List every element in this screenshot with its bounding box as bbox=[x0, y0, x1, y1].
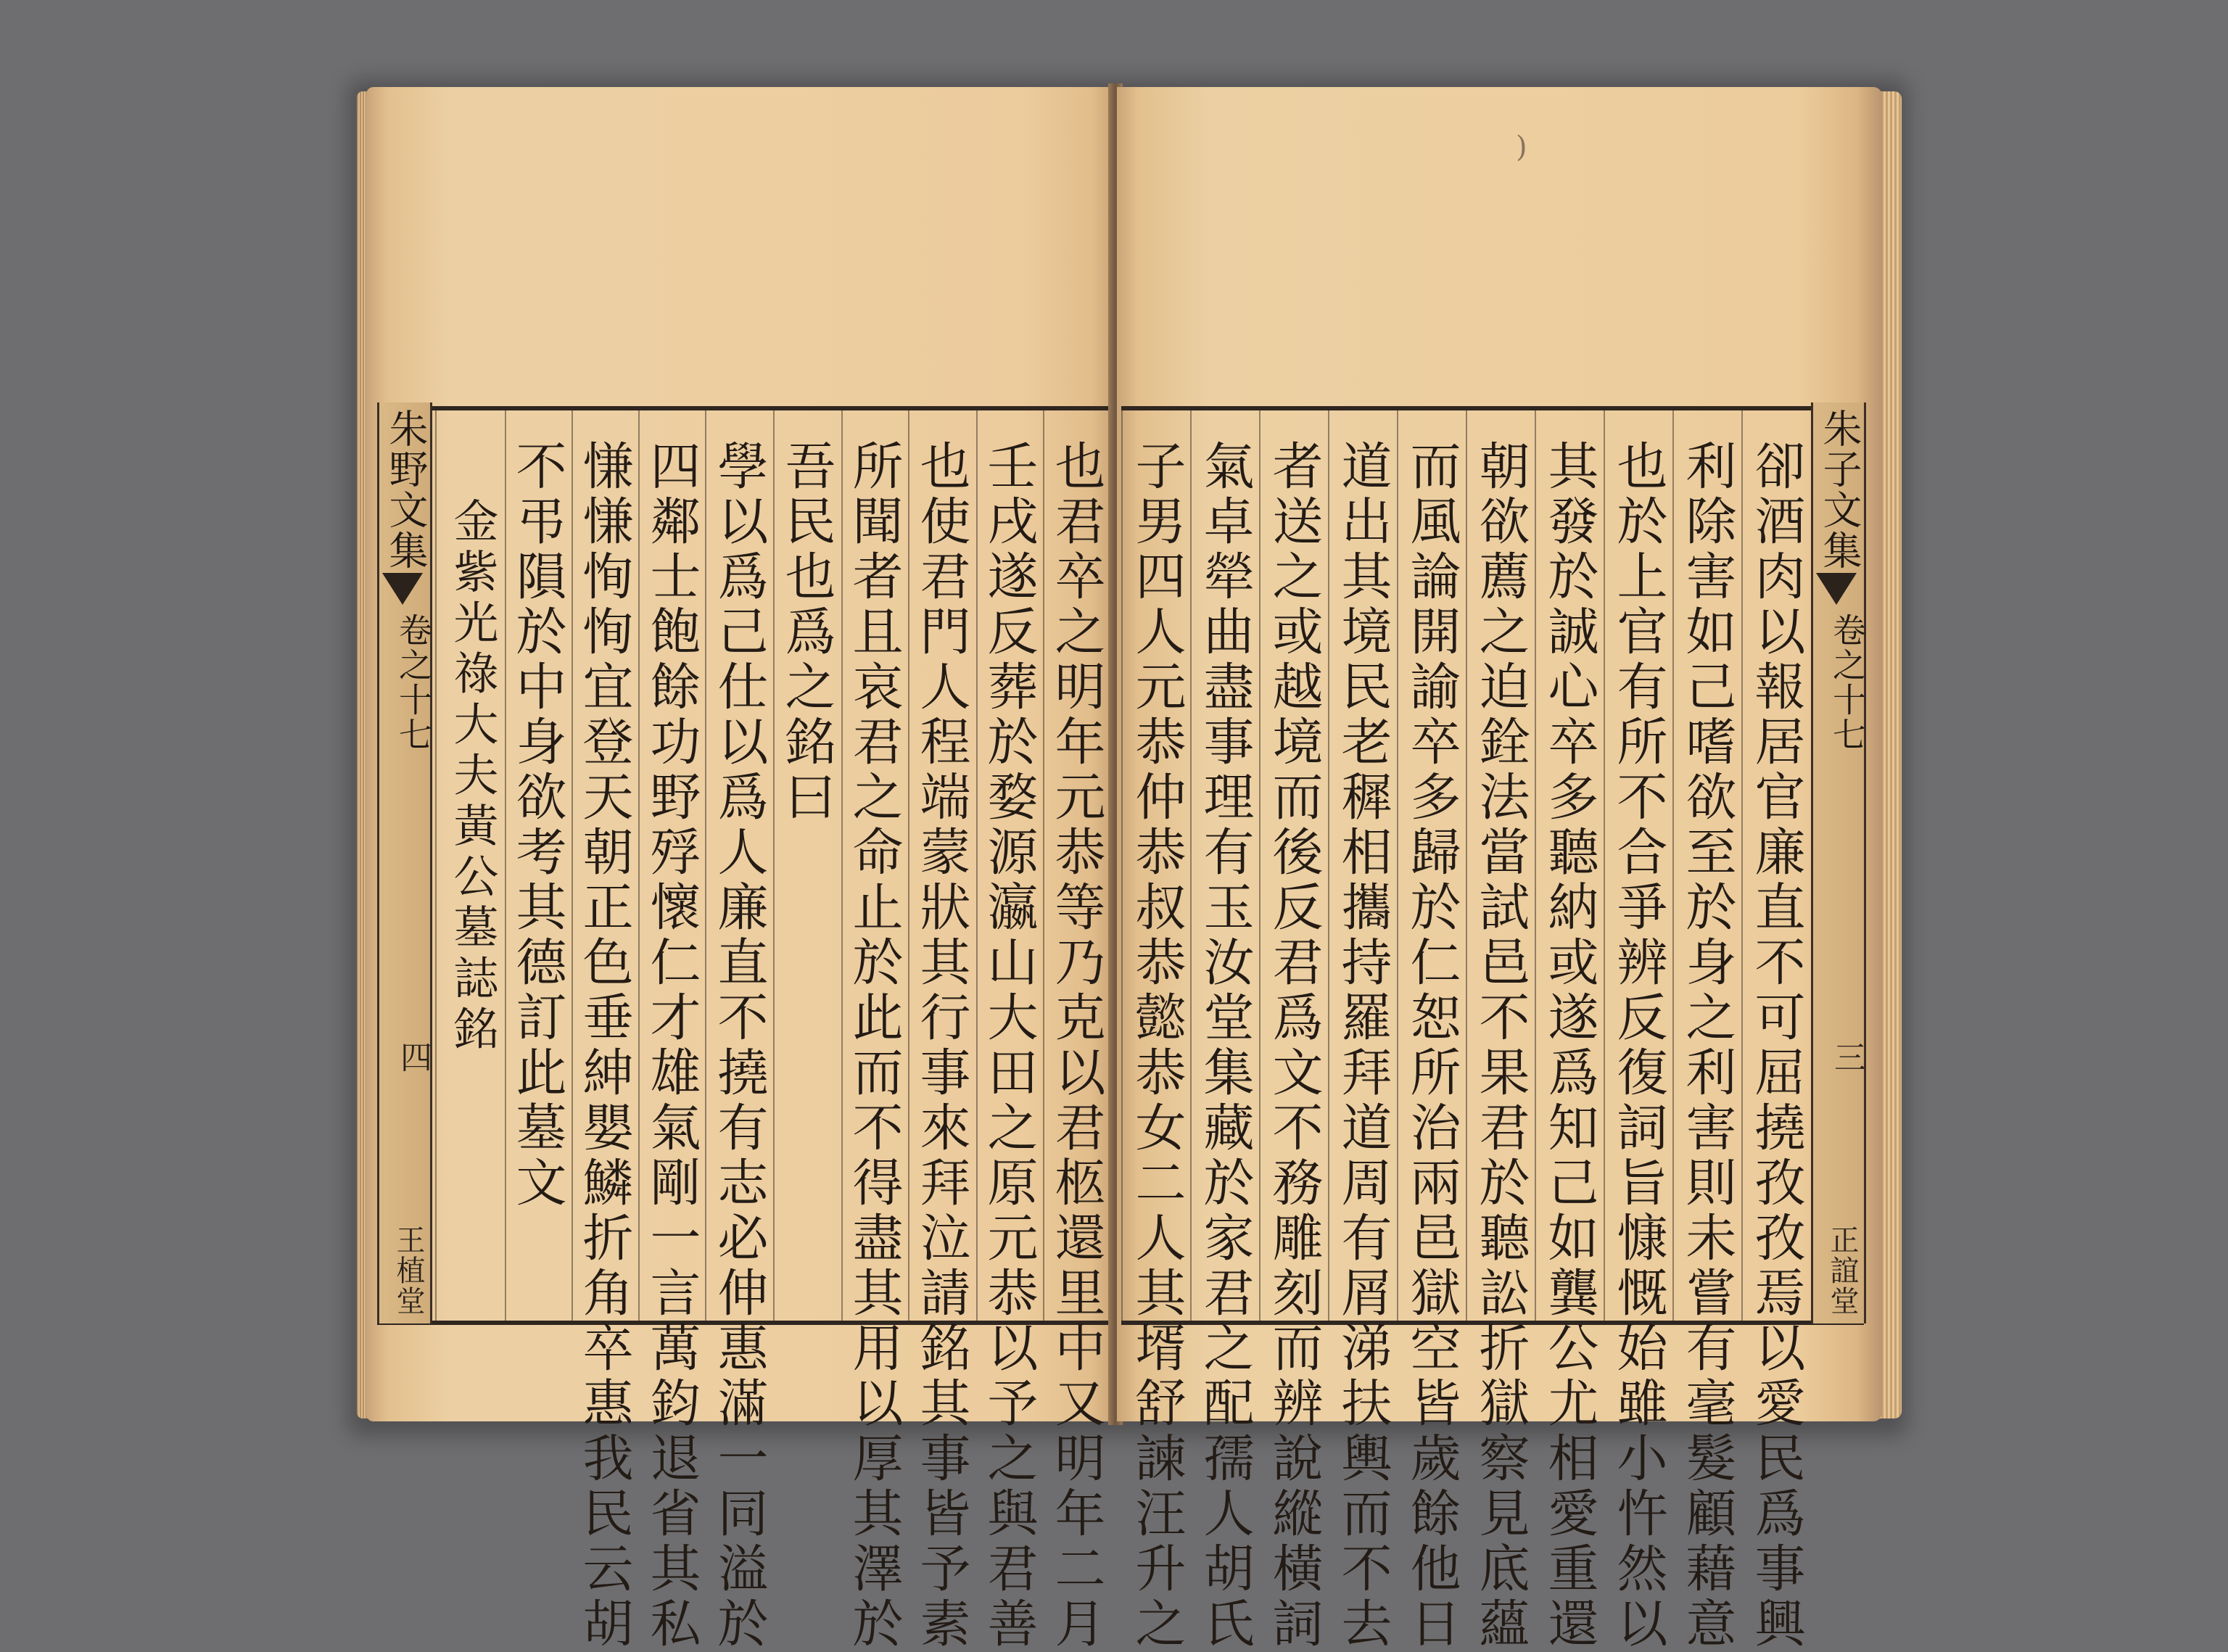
left-page-frame bbox=[377, 406, 1110, 1652]
banxin-title: 朱子文集 bbox=[1817, 408, 1862, 571]
fishtail-mark bbox=[1816, 573, 1857, 605]
column-rule bbox=[572, 410, 573, 1321]
text-column: 壬戌遂反葬於婺源瀛山大田之原元恭以予之與君善 bbox=[979, 439, 1039, 1652]
text-column: 而風論開諭卒多歸於仁恕所治兩邑獄空皆歲餘他日 bbox=[1402, 439, 1461, 1652]
text-column: 學以爲己仕以爲人廉直不撓有志必伸惠滿一同溢於 bbox=[709, 439, 769, 1652]
text-column: 其發於誠心卒多聽納或遂爲知己如龔公尤相愛重還 bbox=[1540, 439, 1599, 1652]
column-rule bbox=[1672, 410, 1674, 1321]
text-column: 卻酒肉以報居官廉直不可屈撓孜孜焉以愛民爲事興 bbox=[1746, 439, 1806, 1652]
column-rule bbox=[976, 410, 978, 1321]
text-column: 四鄰士飽餘功野殍懷仁才雄氣剛一言萬鈞退省其私 bbox=[642, 439, 701, 1652]
right-banxin bbox=[1811, 402, 1866, 1323]
column-rule bbox=[841, 410, 843, 1321]
column-rule bbox=[638, 410, 640, 1321]
text-column: 者送之或越境而後反君爲文不務雕刻而辨說縱橫詞 bbox=[1264, 439, 1324, 1652]
text-column: 氣卓犖曲盡事理有玉汝堂集藏於家君之配孺人胡氏 bbox=[1195, 439, 1255, 1652]
column-rule bbox=[1604, 410, 1605, 1321]
column-rule bbox=[773, 410, 775, 1321]
column-rule bbox=[505, 410, 506, 1321]
banxin-page-number: 三 bbox=[1828, 1041, 1865, 1073]
banxin-title: 朱野文集 bbox=[383, 408, 429, 571]
text-column: 利除害如己嗜欲至於身之利害則未嘗有毫髮顧藉意 bbox=[1678, 439, 1737, 1652]
banxin-publisher: 王植堂 bbox=[392, 1225, 425, 1316]
banxin-juan: 卷之十七 bbox=[1828, 613, 1867, 752]
column-rule bbox=[1043, 410, 1044, 1321]
text-column: 吾民也爲之銘曰 bbox=[777, 439, 836, 825]
fishtail-mark bbox=[382, 573, 423, 605]
column-rule bbox=[1121, 410, 1123, 1321]
column-rule bbox=[1328, 410, 1329, 1321]
left-banxin bbox=[377, 402, 432, 1323]
column-rule bbox=[1259, 410, 1261, 1321]
text-column: 也於上官有所不合爭辨反復詞旨慷慨始雖小忤然以 bbox=[1609, 439, 1668, 1652]
column-rule bbox=[1466, 410, 1467, 1321]
text-column: 朝欲薦之迫銓法當試邑不果君於聽訟折獄察見底蘊 bbox=[1471, 439, 1530, 1652]
pencil-mark: ) bbox=[1516, 131, 1527, 164]
text-column: 不弔隕於中身欲考其德訂此墓文 bbox=[508, 439, 567, 1211]
right-page-frame bbox=[1121, 406, 1864, 1652]
column-rule bbox=[908, 410, 909, 1321]
text-column: 也使君門人程端蒙狀其行事來拜泣請銘其事皆予素 bbox=[912, 439, 971, 1652]
banxin-page-number: 四 bbox=[395, 1041, 432, 1073]
text-column: 慊慊恂恂宜登天朝正色垂紳嬰鱗折角卒惠我民云胡 bbox=[574, 439, 634, 1652]
column-rule bbox=[435, 410, 437, 1321]
banxin-publisher: 正誼堂 bbox=[1825, 1225, 1859, 1316]
text-column: 子男四人元恭仲恭叔恭懿恭女二人其壻舒諫汪升之 bbox=[1127, 439, 1187, 1652]
column-rule bbox=[1190, 410, 1192, 1321]
text-column: 所聞者且哀君之命止於此而不得盡其用以厚其澤於 bbox=[844, 439, 904, 1652]
text-column: 也君卒之明年元恭等乃克以君柩還里中又明年二月 bbox=[1047, 439, 1106, 1652]
column-rule bbox=[1741, 410, 1743, 1321]
banxin-juan: 卷之十七 bbox=[394, 613, 433, 752]
section-heading: 金紫光祿大夫黃公墓誌銘 bbox=[446, 497, 499, 1056]
column-rule bbox=[705, 410, 706, 1321]
text-column: 道出其境民老穉相攜持羅拜道周有屑涕扶輿而不去 bbox=[1333, 439, 1392, 1652]
column-rule bbox=[1397, 410, 1398, 1321]
column-rule bbox=[1535, 410, 1536, 1321]
